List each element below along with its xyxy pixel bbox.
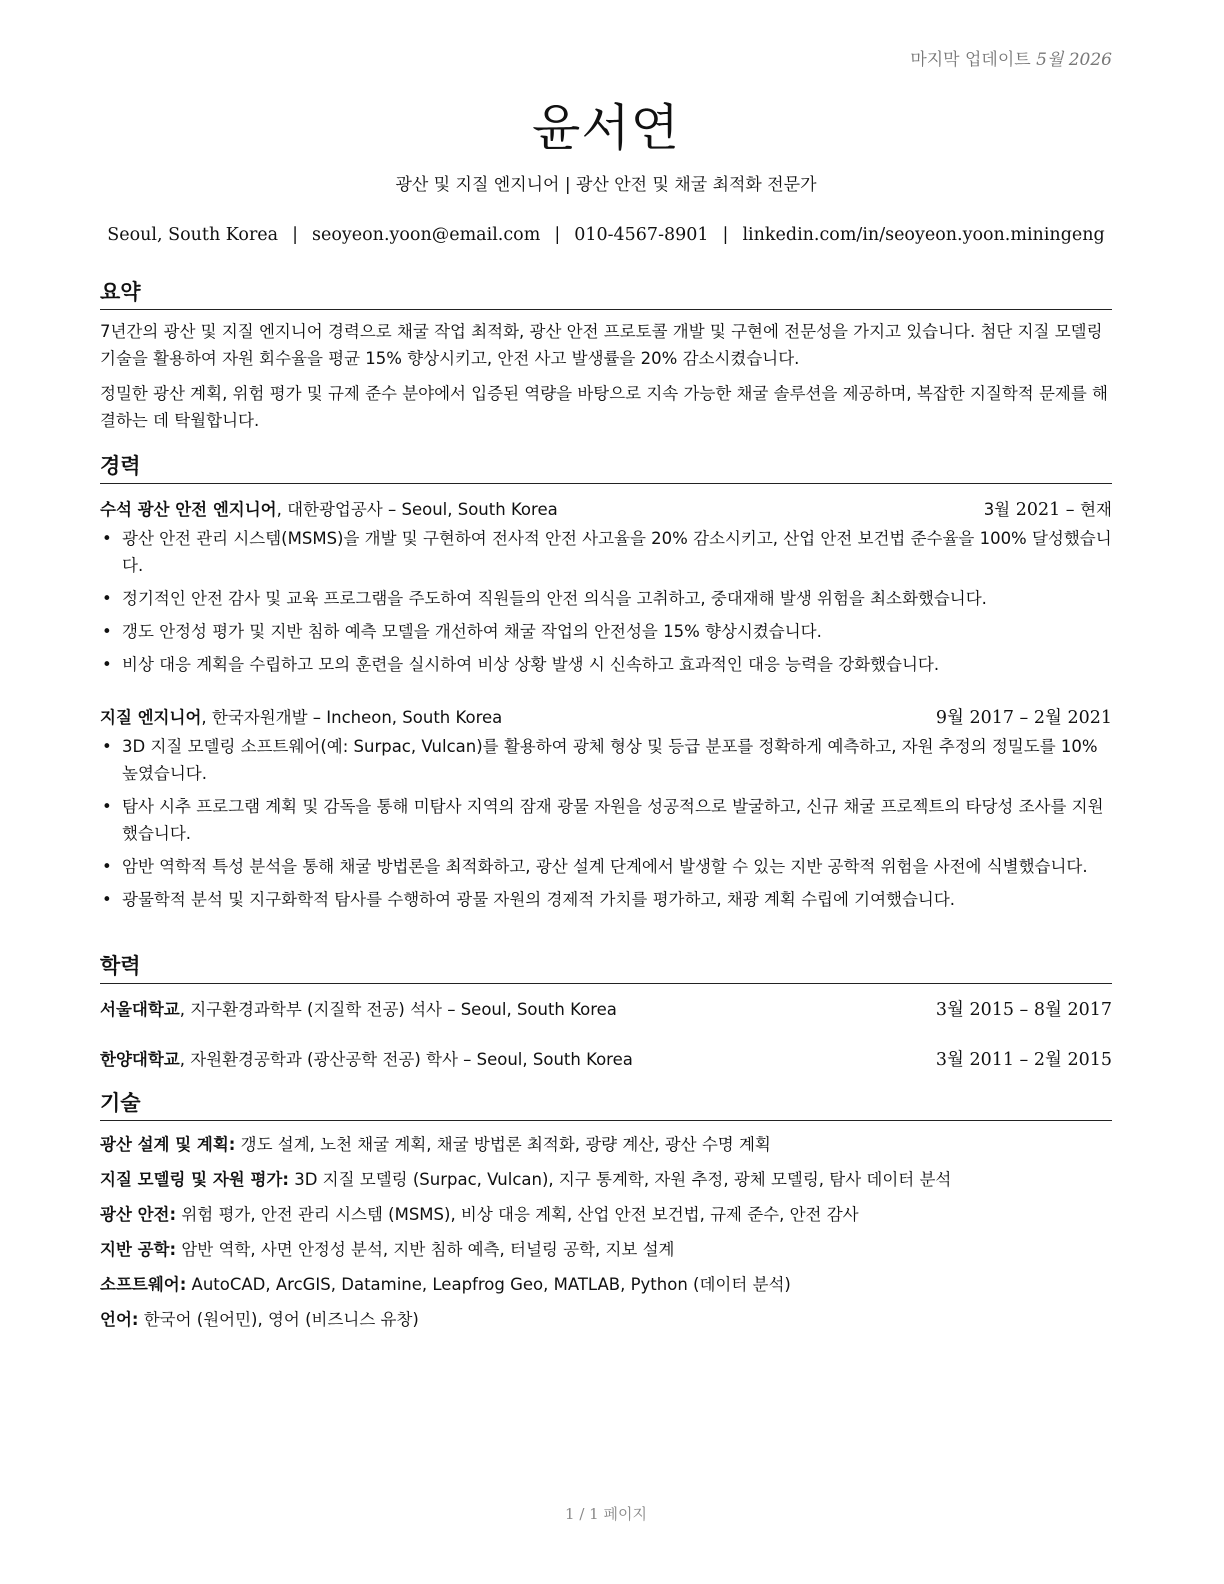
education-detail: , 지구환경과학부 (지질학 전공) 석사 – Seoul, South Korea [179, 1000, 617, 1019]
job-dates [984, 496, 1112, 520]
candidate-name: 윤서연 [532, 99, 680, 157]
skill-row: 소프트웨어: AutoCAD, ArcGIS, Datamine, Leapfrog Geo, MATLAB, Python (데이터 분석) [100, 1275, 791, 1294]
bullet-item: • 3D 지질 모델링 소프트웨어(예: Surpac, Vulcan)를 활용하여 광체 형상 및 등급 분포를 정확하게 예측하고, 자원 추정의 정밀도를 10% 높였습니다. [102, 737, 1098, 783]
bullet-item: • 정기적인 안전 감사 및 교육 프로그램을 주도하여 직원들의 안전 의식을 고취하고, 중대재해 발생 위험을 최소화했습니다. [102, 589, 987, 608]
education-school: 서울대학교 [100, 1000, 180, 1019]
education-dates: 3월 2015 – 8월 2017 [935, 1000, 1112, 1020]
skill-row: 광산 설계 및 계획: 갱도 설계, 노천 채굴 계획, 채굴 방법론 최적화, 광량 계산, 광산 수명 계획 [100, 1135, 771, 1154]
job-bullets [100, 733, 1112, 919]
job-header [100, 704, 1112, 728]
education-detail: , 자원환경공학과 (광산공학 전공) 학사 – Seoul, South Korea [179, 1050, 633, 1069]
contact-email[interactable]: seoyeon.yoon@email.com [312, 225, 541, 245]
contact-separator: | [722, 225, 729, 245]
education-school: 한양대학교 [100, 1050, 180, 1069]
job-date-range: 2021 – [1010, 500, 1081, 520]
skill-row: 광산 안전: 위험 평가, 안전 관리 시스템 (MSMS), 비상 대응 계획, 산업 안전 보건법, 규제 준수, 안전 감사 [100, 1205, 859, 1224]
last-updated-date: 5월 2026 [1036, 50, 1112, 70]
section-title-skills: 기술 [100, 1087, 1112, 1121]
contact-separator: | [554, 225, 561, 245]
bullet-item: • 광물학적 분석 및 지구화학적 탐사를 수행하여 광물 자원의 경제적 가치를 평가하고, 채광 계획 수립에 기여했습니다. [102, 890, 956, 909]
job-date-start-month: 3월 [983, 500, 1011, 519]
job-role: 수석 광산 안전 엔지니어 [100, 500, 277, 519]
education-item [100, 1046, 1112, 1070]
page-number: 1 / 1 페이지 [565, 1505, 647, 1523]
last-updated [910, 45, 1112, 70]
contact-line [100, 225, 1112, 245]
contact-separator: | [292, 225, 299, 245]
job-dates: 9월 2017 – 2월 2021 [935, 708, 1112, 728]
contact-linkedin[interactable]: linkedin.com/in/seoyeon.yoon.miningeng [742, 225, 1105, 245]
bullet-item: • 비상 대응 계획을 수립하고 모의 훈련을 실시하여 비상 상황 발생 시 신속하고 효과적인 대응 능력을 강화했습니다. [102, 655, 940, 674]
section-title-education: 학력 [100, 950, 1112, 984]
section-title-experience: 경력 [100, 450, 1112, 484]
contact-location: Seoul, South Korea [107, 225, 279, 245]
job-header [100, 496, 1112, 520]
summary-paragraph-1: 7년간의 광산 및 지질 엔지니어 경력으로 채굴 작업 최적화, 광산 안전 프로토콜 개발 및 구현에 전문성을 가지고 있습니다. 첨단 지질 모델링 기술을 활용하여 자원 회수율을 평균 15% 향상시키고, 안전 사고 발생률을 20% 감소시켰습니다. [100, 322, 1103, 368]
skill-row: 언어: 한국어 (원어민), 영어 (비즈니스 유창) [100, 1310, 419, 1329]
bullet-item: • 갱도 안정성 평가 및 지반 침하 예측 모델을 개선하여 채굴 작업의 안전성을 15% 향상시켰습니다. [102, 622, 822, 641]
contact-phone[interactable]: 010-4567-8901 [574, 225, 709, 245]
bullet-item: • 탐사 시추 프로그램 계획 및 감독을 통해 미탐사 지역의 잠재 광물 자원을 성공적으로 발굴하고, 신규 채굴 프로젝트의 타당성 조사를 지원했습니다. [102, 797, 1104, 843]
section-title-summary: 요약 [100, 276, 1112, 310]
skills-list [100, 1127, 1112, 1337]
bullet-item: • 암반 역학적 특성 분석을 통해 채굴 방법론을 최적화하고, 광산 설계 단계에서 발생할 수 있는 지반 공학적 위험을 사전에 식별했습니다. [102, 857, 1088, 876]
job-date-end: 현재 [1080, 500, 1112, 519]
job-company: , 한국자원개발 – Incheon, South Korea [201, 708, 503, 727]
last-updated-label: 마지막 업데이트 [910, 50, 1031, 70]
summary-paragraph-2: 정밀한 광산 계획, 위험 평가 및 규제 준수 분야에서 입증된 역량을 바탕으로 지속 가능한 채굴 솔루션을 제공하며, 복잡한 지질학적 문제를 해결하는 데 탁월합니다. [100, 384, 1108, 430]
job-company: , 대한광업공사 – Seoul, South Korea [276, 500, 558, 519]
job-bullets [100, 525, 1112, 684]
resume-page [100, 0, 1112, 1584]
candidate-headline: 광산 및 지질 엔지니어 | 광산 안전 및 채굴 최적화 전문가 [395, 175, 817, 195]
skill-row: 지질 모델링 및 자원 평가: 3D 지질 모델링 (Surpac, Vulcan), 지구 통계학, 자원 추정, 광체 모델링, 탐사 데이터 분석 [100, 1170, 952, 1189]
job-role: 지질 엔지니어 [100, 708, 202, 727]
education-item [100, 996, 1112, 1020]
education-dates: 3월 2011 – 2월 2015 [935, 1050, 1112, 1070]
bullet-item: • 광산 안전 관리 시스템(MSMS)을 개발 및 구현하여 전사적 안전 사고율을 20% 감소시키고, 산업 안전 보건법 준수율을 100% 달성했습니다. [102, 529, 1112, 575]
skill-row: 지반 공학: 암반 역학, 사면 안정성 분석, 지반 침하 예측, 터널링 공학, 지보 설계 [100, 1240, 675, 1259]
